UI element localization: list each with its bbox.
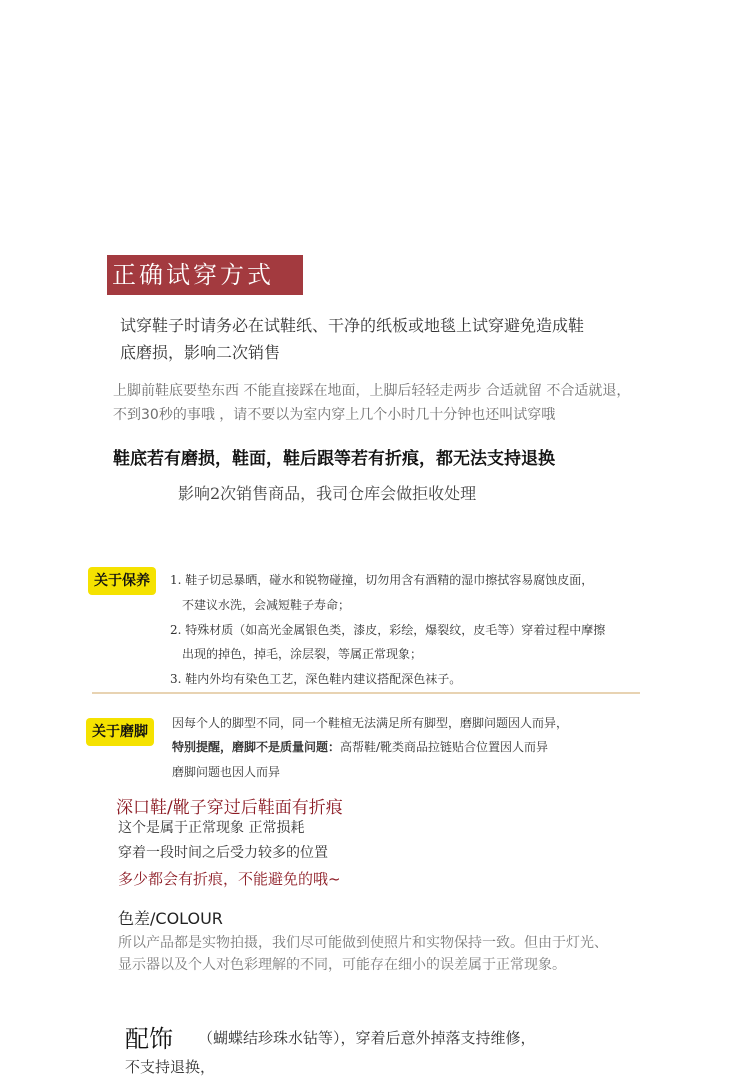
care-item-2: 2. 特殊材质（如高光金属银色类，漆皮，彩绘，爆裂纹，皮毛等）穿着过程中摩擦 (170, 623, 606, 637)
colour-text: 所以产品都是实物拍摄，我们尽可能做到使照片和实物保持一致。但由于灯光、显示器以及个人对色彩理解的不同，可能存在细小的误差属于正常现象。 (118, 935, 608, 973)
care-tag: 关于保养 (88, 567, 156, 595)
rub-line-2-bold: 特别提醒，磨脚不是质量问题： (172, 740, 341, 754)
care-item-2-cont: 出现的掉色，掉毛，涂层裂，等属正常现象； (182, 647, 423, 661)
deep-title: 深口鞋/靴子穿过后鞋面有折痕 (116, 798, 343, 818)
deep-line-2: 穿着一段时间之后受力较多的位置 (118, 845, 328, 861)
section-divider (92, 692, 640, 694)
colour-title: 色差/COLOUR (118, 909, 223, 928)
rub-line-2-rest: 高帮鞋/靴类商品拉链贴合位置因人而异 (340, 740, 549, 754)
fitting-gray-1: 上脚前鞋底要垫东西 不能直接踩在地面，上脚后轻轻走两步 合适就留 不合适就退， (113, 383, 631, 399)
rub-line-1: 因每个人的脚型不同，同一个鞋楦无法满足所有脚型，磨脚问题因人而异， (172, 716, 569, 730)
fitting-title: 正确试穿方式 (107, 255, 303, 295)
fitting-gray-2: 不到30秒的事哦 ，请不要以为室内穿上几个小时几十分钟也还叫试穿哦 (113, 407, 556, 423)
care-item-1: 1. 鞋子切忌暴晒，碰水和锐物碰撞，切勿用含有酒精的湿巾擦拭容易腐蚀皮面， (170, 573, 594, 587)
return-notice: 鞋底若有磨损，鞋面，鞋后跟等若有折痕，都无法支持退换 (113, 449, 555, 469)
accessory-title: 配饰 (125, 1025, 173, 1053)
accessory-line-2: 不支持退换， (125, 1058, 216, 1076)
care-item-1-cont: 不建议水洗，会减短鞋子寿命； (182, 598, 351, 612)
return-sub-notice: 影响2次销售商品，我司仓库会做拒收处理 (178, 484, 477, 503)
deep-line-1: 这个是属于正常现象 正常损耗 (118, 820, 305, 836)
deep-line-3: 多少都会有折痕，不能避免的哦~ (118, 870, 341, 888)
care-item-3: 3. 鞋内外均有染色工艺，深色鞋内建议搭配深色袜子。 (170, 672, 462, 686)
accessory-rest: （蝴蝶结珍珠水钻等），穿着后意外掉落支持维修， (198, 1029, 536, 1047)
rub-tag: 关于磨脚 (86, 718, 154, 746)
rub-line-2 (172, 738, 548, 755)
fitting-line-2: 底磨损，影响二次销售 (120, 343, 281, 362)
fitting-line-1: 试穿鞋子时请务必在试鞋纸、干净的纸板或地毯上试穿避免造成鞋 (120, 316, 585, 335)
rub-line-3: 磨脚问题也因人而异 (172, 765, 281, 779)
